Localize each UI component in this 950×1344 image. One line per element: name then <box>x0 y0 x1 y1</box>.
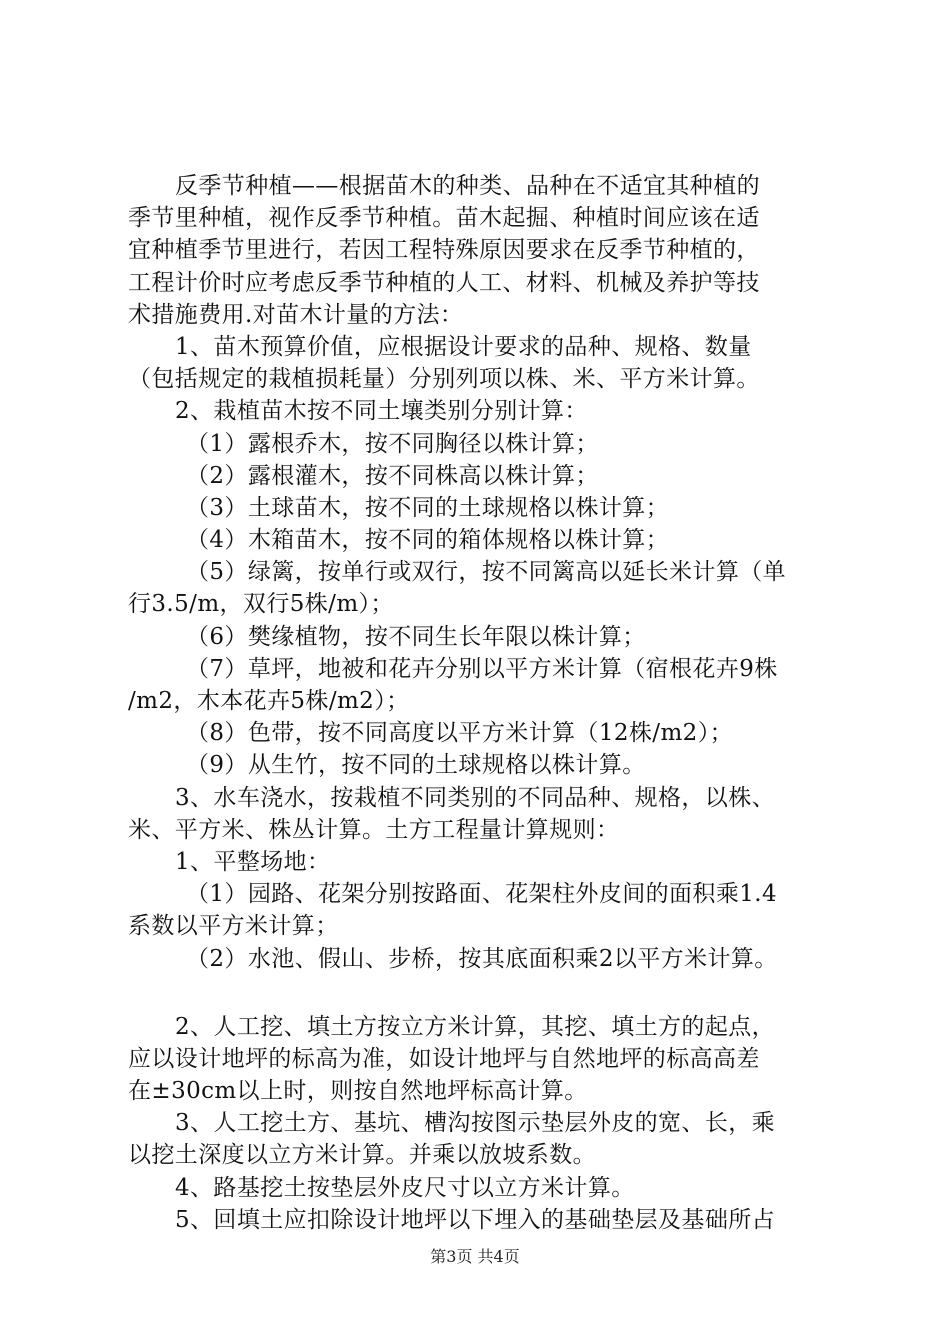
text-line: 2、人工挖、填土方按立方米计算，其挖、填土方的起点， <box>175 1013 776 1040</box>
text-line: 季节里种植，视作反季节种植。苗木起掘、种植时间应该在适 <box>128 205 760 232</box>
text-line: 以挖土深度以立方米计算。并乘以放坡系数。 <box>128 1142 596 1169</box>
text-block-bottom <box>128 1011 833 1236</box>
text-line: （1）露根乔木，按不同胸径以株计算； <box>186 430 599 457</box>
text-line: 行3.5/m，双行5株/m）； <box>128 591 394 618</box>
text-line: 反季节种植——根据苗木的种类、品种在不适宜其种植的 <box>175 173 760 199</box>
text-line: 1、苗木预算价值，应根据设计要求的品种、规格、数量 <box>175 333 752 360</box>
page-footer: 第3页 共4页 <box>430 1247 520 1266</box>
text-line: 3、人工挖土方、基坑、槽沟按图示垫层外皮的宽、长，乘 <box>175 1110 776 1137</box>
text-line: 5、回填土应扣除设计地坪以下埋入的基础垫层及基础所占 <box>175 1206 776 1233</box>
text-line: 3、水车浇水，按栽植不同类别的不同品种、规格，以株、 <box>175 784 776 811</box>
text-line: /m2，木本花卉5株/m2）； <box>128 688 410 714</box>
text-line: （5）绿篱，按单行或双行，按不同篱高以延长米计算（单 <box>186 559 787 586</box>
text-line: 术措施费用.对苗木计量的方法： <box>128 301 464 328</box>
text-block-top <box>128 170 833 975</box>
text-line: 1、平整场地： <box>175 848 331 875</box>
text-line: 应以设计地坪的标高为准，如设计地坪与自然地坪的标高高差 <box>128 1045 760 1072</box>
text-line: 米、平方米、株丛计算。土方工程量计算规则： <box>128 816 620 843</box>
text-line: 在±30cm以上时，则按自然地坪标高计算。 <box>128 1078 588 1105</box>
text-line: 2、栽植苗木按不同土壤类别分别计算： <box>175 398 588 425</box>
text-line: 工程计价时应考虑反季节种植的人工、材料、机械及养护等技 <box>128 269 760 296</box>
text-line: 宜种植季节里进行，若因工程特殊原因要求在反季节种植的， <box>128 237 760 264</box>
text-line: 系数以平方米计算； <box>128 913 339 940</box>
text-line: （包括规定的栽植损耗量）分别列项以株、米、平方米计算。 <box>128 366 760 393</box>
document-body <box>128 170 833 1236</box>
text-line: （2）水池、假山、步桥，按其底面积乘2以平方米计算。 <box>186 945 778 972</box>
text-line: （6）樊缘植物，按不同生长年限以株计算； <box>186 623 646 650</box>
text-line: （1）园路、花架分别按路面、花架柱外皮间的面积乘1.4 <box>186 881 778 908</box>
paragraph-gap <box>128 975 833 1011</box>
text-line: 4、路基挖土按垫层外皮尺寸以立方米计算。 <box>175 1174 635 1201</box>
text-line: （7）草坪，地被和花卉分别以平方米计算（宿根花卉9株 <box>186 655 778 682</box>
text-line: （2）露根灌木，按不同株高以株计算； <box>186 462 599 489</box>
text-line: （4）木箱苗木，按不同的箱体规格以株计算； <box>186 527 670 554</box>
text-line: （8）色带，按不同高度以平方米计算（12株/m2）； <box>186 720 733 747</box>
text-line: （9）从生竹，按不同的土球规格以株计算。 <box>186 752 646 779</box>
text-line: （3）土球苗木，按不同的土球规格以株计算； <box>186 494 670 521</box>
